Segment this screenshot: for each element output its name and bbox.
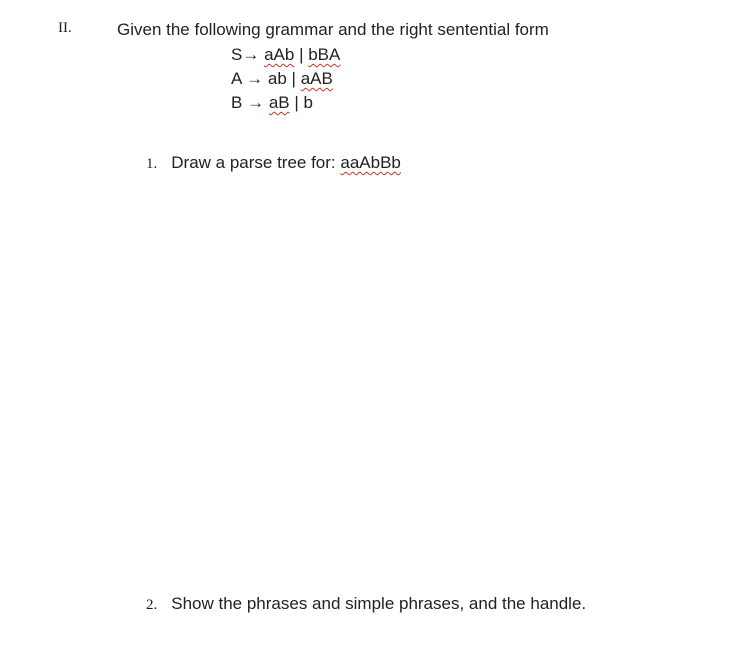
question-number: 1. — [146, 156, 158, 172]
question-number: 2. — [146, 597, 158, 613]
grammar-rule-a — [231, 69, 333, 89]
rule-lhs: B — [231, 93, 243, 112]
grammar-rule-b — [231, 93, 313, 113]
question-text: Draw a parse tree for: — [171, 153, 336, 172]
rule-alternative: aB — [268, 93, 290, 112]
rule-arrow: → — [242, 45, 260, 64]
sentential-form: aaAbBb — [340, 153, 401, 172]
rule-alternative: aAB — [300, 69, 333, 88]
rule-alternative: aAb — [264, 45, 295, 64]
rule-separator: | — [291, 69, 296, 88]
question-text: Show the phrases and simple phrases, and the handle. — [171, 594, 587, 613]
rule-alternative: b — [303, 93, 313, 112]
rule-separator: | — [294, 93, 299, 112]
section-numeral: II. — [58, 20, 72, 36]
grammar-rule-s — [231, 45, 340, 65]
section-intro: Given the following grammar and the right sentential form — [117, 20, 549, 39]
rule-alternative: bBA — [308, 45, 341, 64]
question-2 — [146, 594, 586, 614]
rule-lhs: S — [231, 45, 243, 64]
rule-arrow: → — [247, 93, 265, 112]
rule-arrow: → — [246, 69, 264, 88]
question-1 — [146, 153, 401, 173]
rule-alternative: ab — [267, 69, 287, 88]
rule-separator: | — [299, 45, 304, 64]
rule-lhs: A — [231, 69, 242, 88]
